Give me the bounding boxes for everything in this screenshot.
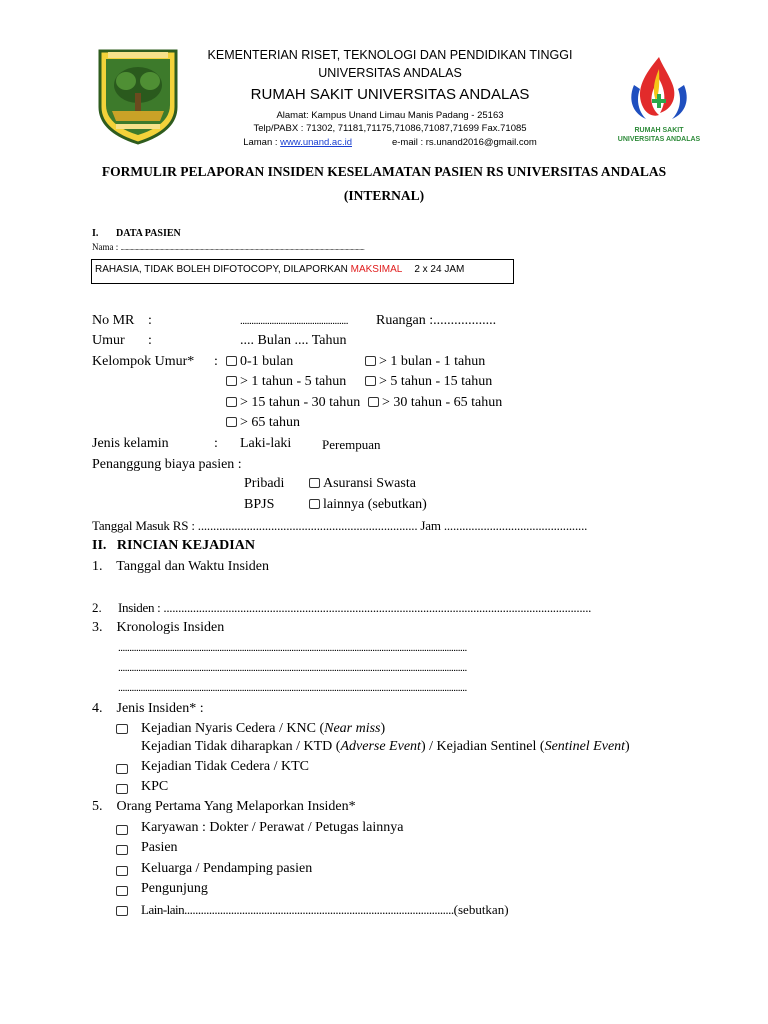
reporter-checkbox-0[interactable]: [116, 825, 128, 835]
checkbox[interactable]: [226, 376, 237, 386]
nama-dots: ...................................................................................................................................................................................................: [120, 244, 365, 252]
checkbox[interactable]: [309, 499, 320, 509]
age-option-3[interactable]: > 5 tahun - 15 tahun: [365, 374, 492, 390]
biaya-lainnya-option[interactable]: lainnya (sebutkan): [309, 497, 427, 513]
biaya-bpjs-option[interactable]: BPJS: [244, 497, 275, 512]
website-link[interactable]: www.unand.ac.id: [280, 137, 352, 148]
tanggal-masuk-field[interactable]: Tanggal Masuk RS : ........................................................................ Jam ...............................................: [92, 518, 588, 533]
notice-time: 2 x 24 JAM: [414, 264, 465, 275]
kelompok-colon: :: [214, 354, 218, 369]
reporter-checkbox-1[interactable]: [116, 845, 128, 855]
notice-text: RAHASIA, TIDAK BOLEH DIFOTOCOPY, DILAPORKAN: [95, 264, 351, 275]
age-option-1[interactable]: > 1 bulan - 1 tahun: [365, 354, 485, 370]
checkbox[interactable]: [226, 397, 237, 407]
biaya-asuransi-option[interactable]: Asuransi Swasta: [309, 476, 416, 492]
jk-colon: :: [214, 436, 218, 451]
reporter-checkbox-2[interactable]: [116, 866, 128, 876]
nama-field[interactable]: [92, 242, 364, 252]
notice-red-text: MAKSIMAL: [350, 264, 403, 275]
web-label: Laman :: [243, 137, 281, 148]
item1-label: 1. Tanggal dan Waktu Insiden: [92, 559, 270, 574]
item2-number: 2.: [92, 600, 102, 615]
jk-female-option[interactable]: Perempuan: [322, 437, 381, 452]
ruangan-field[interactable]: Ruangan :..................: [376, 313, 497, 328]
nomr-label: No MR: [92, 313, 135, 328]
email: e-mail : rs.unand2016@gmail.com: [391, 137, 537, 148]
checkbox[interactable]: [368, 397, 379, 407]
nomr-field[interactable]: ................................................: [240, 315, 348, 327]
rs-logo-text-2: UNIVERSITAS ANDALAS: [617, 136, 701, 143]
biaya-pribadi-option[interactable]: Pribadi: [244, 476, 285, 491]
umur-colon: :: [148, 333, 152, 348]
knc-option[interactable]: Kejadian Nyaris Cedera / KNC (Near miss): [141, 721, 386, 736]
checkbox[interactable]: [365, 356, 376, 366]
reporter-option-3[interactable]: Pengunjung: [141, 881, 208, 896]
contact-line: [180, 137, 600, 148]
form-subtitle: (INTERNAL): [343, 188, 425, 203]
age-option-6[interactable]: > 65 tahun: [226, 415, 300, 431]
kronologi-line-2[interactable]: ...........................................................................................................................................................: [118, 662, 467, 674]
age-option-0[interactable]: 0-1 bulan: [226, 354, 293, 370]
item3-label: 3. Kronologis Insiden: [92, 620, 225, 635]
ktc-option[interactable]: Kejadian Tidak Cedera / KTC: [141, 759, 309, 774]
age-option-2[interactable]: > 1 tahun - 5 tahun: [226, 374, 346, 390]
hospital-name: RUMAH SAKIT UNIVERSITAS ANDALAS: [250, 86, 530, 103]
checkbox[interactable]: [365, 376, 376, 386]
rs-logo-text-1: RUMAH SAKIT: [634, 127, 684, 134]
kpc-checkbox[interactable]: [116, 784, 128, 794]
kronologi-line-1[interactable]: ...........................................................................................................................................................: [118, 642, 467, 654]
item4-label: 4. Jenis Insiden* :: [92, 701, 204, 716]
checkbox[interactable]: [226, 417, 237, 427]
umur-field[interactable]: .... Bulan .... Tahun: [240, 333, 347, 348]
rs-unand-logo: [614, 55, 704, 150]
section1-number: I.: [92, 228, 99, 239]
unand-seal-logo: [96, 45, 180, 145]
knc-checkbox[interactable]: [116, 724, 128, 734]
nomr-colon: :: [148, 313, 152, 328]
insiden-field[interactable]: Insiden : .................................................................................................................................................: [118, 600, 592, 615]
address: Alamat: Kampus Unand Limau Manis Padang - 25163: [276, 110, 504, 121]
age-option-4[interactable]: > 15 tahun - 30 tahun: [226, 395, 360, 411]
reporter-option-1[interactable]: Pasien: [141, 840, 178, 855]
ktc-checkbox[interactable]: [116, 764, 128, 774]
reporter-checkbox-lain[interactable]: [116, 906, 128, 916]
umur-label: Umur: [92, 333, 125, 348]
ministry-name: KEMENTERIAN RISET, TEKNOLOGI DAN PENDIDIKAN TINGGI: [207, 48, 573, 62]
nama-label: Nama :: [92, 242, 121, 252]
reporter-option-2[interactable]: Keluarga / Pendamping pasien: [141, 861, 313, 876]
penanggung-biaya-label: Penanggung biaya pasien :: [92, 457, 242, 472]
kelompok-umur-label: Kelompok Umur*: [92, 354, 195, 369]
section2-heading: II. RINCIAN KEJADIAN: [92, 538, 255, 553]
checkbox[interactable]: [226, 356, 237, 366]
university-name: UNIVERSITAS ANDALAS: [318, 66, 462, 80]
reporter-checkbox-3[interactable]: [116, 886, 128, 896]
section1-heading: DATA PASIEN: [116, 228, 181, 239]
confidential-notice: [91, 259, 514, 284]
reporter-option-0[interactable]: Karyawan : Dokter / Perawat / Petugas lainnya: [141, 820, 404, 835]
kpc-option[interactable]: KPC: [141, 779, 169, 794]
checkbox[interactable]: [309, 478, 320, 488]
reporter-option-lain[interactable]: Lain-lain..................................................................................................(sebutkan): [141, 902, 509, 917]
phone: Telp/PABX : 71302, 71181,71175,71086,71087,71699 Fax.71085: [253, 123, 527, 134]
form-title: FORMULIR PELAPORAN INSIDEN KESELAMATAN PASIEN RS UNIVERSITAS ANDALAS: [101, 164, 667, 179]
ktd-option[interactable]: Kejadian Tidak diharapkan / KTD (Adverse Event) / Kejadian Sentinel (Sentinel Event): [141, 739, 630, 754]
age-option-5[interactable]: > 30 tahun - 65 tahun: [368, 395, 502, 411]
jenis-kelamin-label: Jenis kelamin: [92, 436, 169, 451]
jk-male-option[interactable]: Laki-laki: [240, 436, 292, 451]
kronologi-line-3[interactable]: ...........................................................................................................................................................: [118, 682, 467, 694]
item5-label: 5. Orang Pertama Yang Melaporkan Insiden*: [92, 799, 356, 814]
